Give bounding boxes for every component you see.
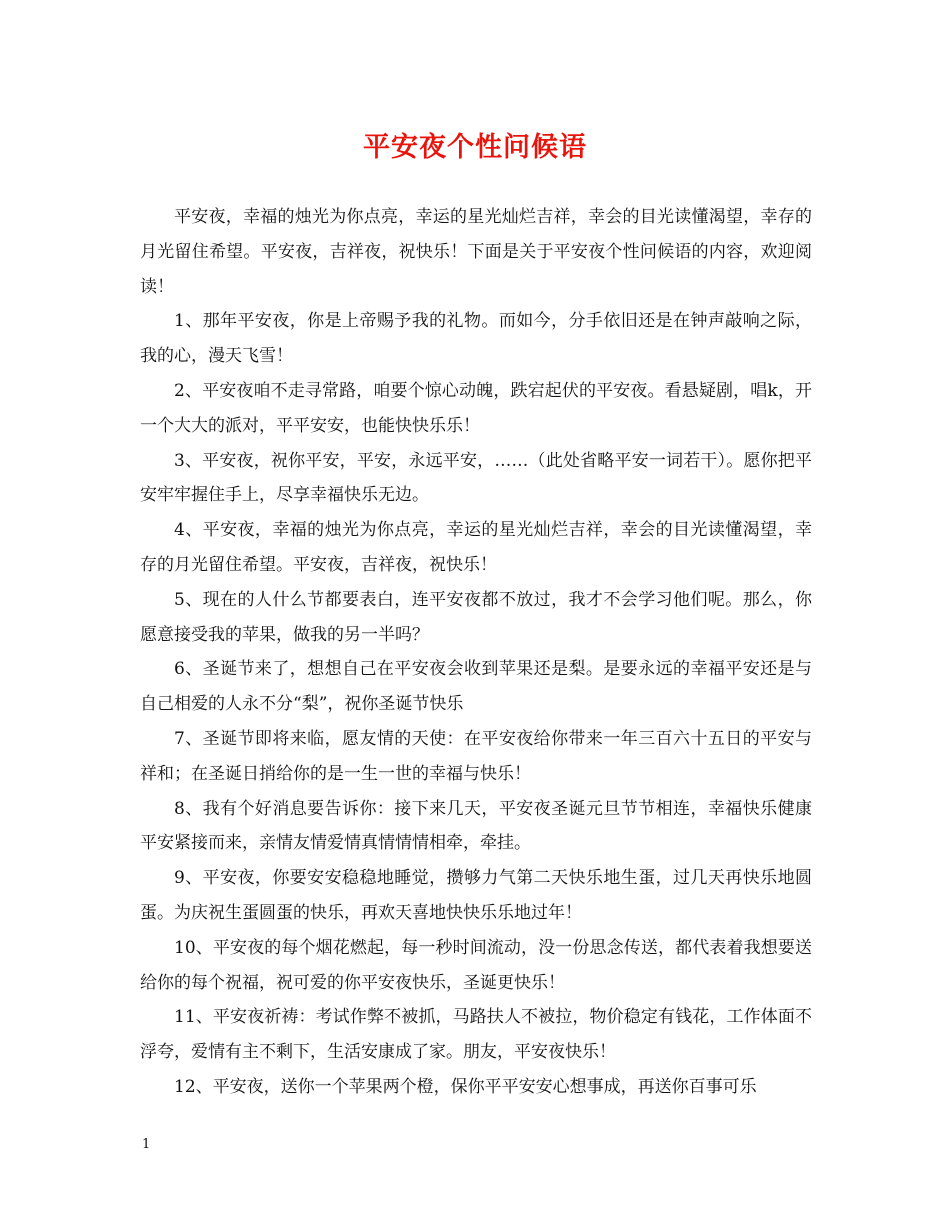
greeting-item-12: 12、平安夜，送你一个苹果两个橙，保你平平安安心想事成，再送你百事可乐 xyxy=(174,1076,757,1097)
greeting-item-5: 5、现在的人什么节都要表白，连平安夜都不放过，我才不会学习他们呢。那么，你愿意接受我的苹果，做我的另一半吗？ xyxy=(140,589,812,645)
greeting-item-1: 1、那年平安夜，你是上帝赐予我的礼物。而如今，分手依旧还是在钟声敲响之际，我的心，漫天飞雪！ xyxy=(140,311,812,367)
greeting-item-10: 10、平安夜的每个烟花燃起，每一秒时间流动，没一份思念传送，都代表着我想要送给你的每个祝福，祝可爱的你平安夜快乐，圣诞更快乐！ xyxy=(140,937,812,993)
greeting-item-3: 3、平安夜，祝你平安，平安，永远平安，……（此处省略平安一词若干）。愿你把平安牢牢握住手上，尽享幸福快乐无边。 xyxy=(140,450,812,506)
greeting-item-11: 11、平安夜祈祷：考试作弊不被抓，马路扶人不被拉，物价稳定有钱花，工作体面不浮夸，爱情有主不剩下，生活安康成了家。朋友，平安夜快乐！ xyxy=(140,1007,812,1063)
greeting-item-2: 2、平安夜咱不走寻常路，咱要个惊心动魄，跌宕起伏的平安夜。看悬疑剧，唱k，开一个大大的派对，平平安安，也能快快乐乐！ xyxy=(140,380,812,436)
greeting-item-9: 9、平安夜，你要安安稳稳地睡觉，攒够力气第二天快乐地生蛋，过几天再快乐地圆蛋。为庆祝生蛋圆蛋的快乐，再欢天喜地快快乐乐地过年！ xyxy=(140,868,812,923)
document-body xyxy=(140,200,812,1105)
intro-paragraph: 平安夜，幸福的烛光为你点亮，幸运的星光灿烂吉祥，幸会的目光读懂渴望，幸存的月光留住希望。平安夜，吉祥夜，祝快乐！下面是关于平安夜个性问候语的内容，欢迎阅读！ xyxy=(140,207,812,297)
greeting-item-6: 6、圣诞节来了，想想自己在平安夜会收到苹果还是梨。是要永远的幸福平安还是与自己相爱的人永不分“梨”，祝你圣诞节快乐 xyxy=(140,659,812,715)
greeting-item-7: 7、圣诞节即将来临，愿友情的天使：在平安夜给你带来一年三百六十五日的平安与祥和；在圣诞日捎给你的是一生一世的幸福与快乐！ xyxy=(140,728,812,784)
document-title: 平安夜个性问候语 xyxy=(363,132,587,163)
greeting-item-8: 8、我有个好消息要告诉你：接下来几天，平安夜圣诞元旦节节相连，幸福快乐健康平安紧接而来，亲情友情爱情真情情情相牵，牵挂。 xyxy=(140,798,812,854)
page-number: 1 xyxy=(142,1137,151,1152)
greeting-item-4: 4、平安夜，幸福的烛光为你点亮，幸运的星光灿烂吉祥，幸会的目光读懂渴望，幸存的月光留住希望。平安夜，吉祥夜，祝快乐！ xyxy=(140,520,812,575)
